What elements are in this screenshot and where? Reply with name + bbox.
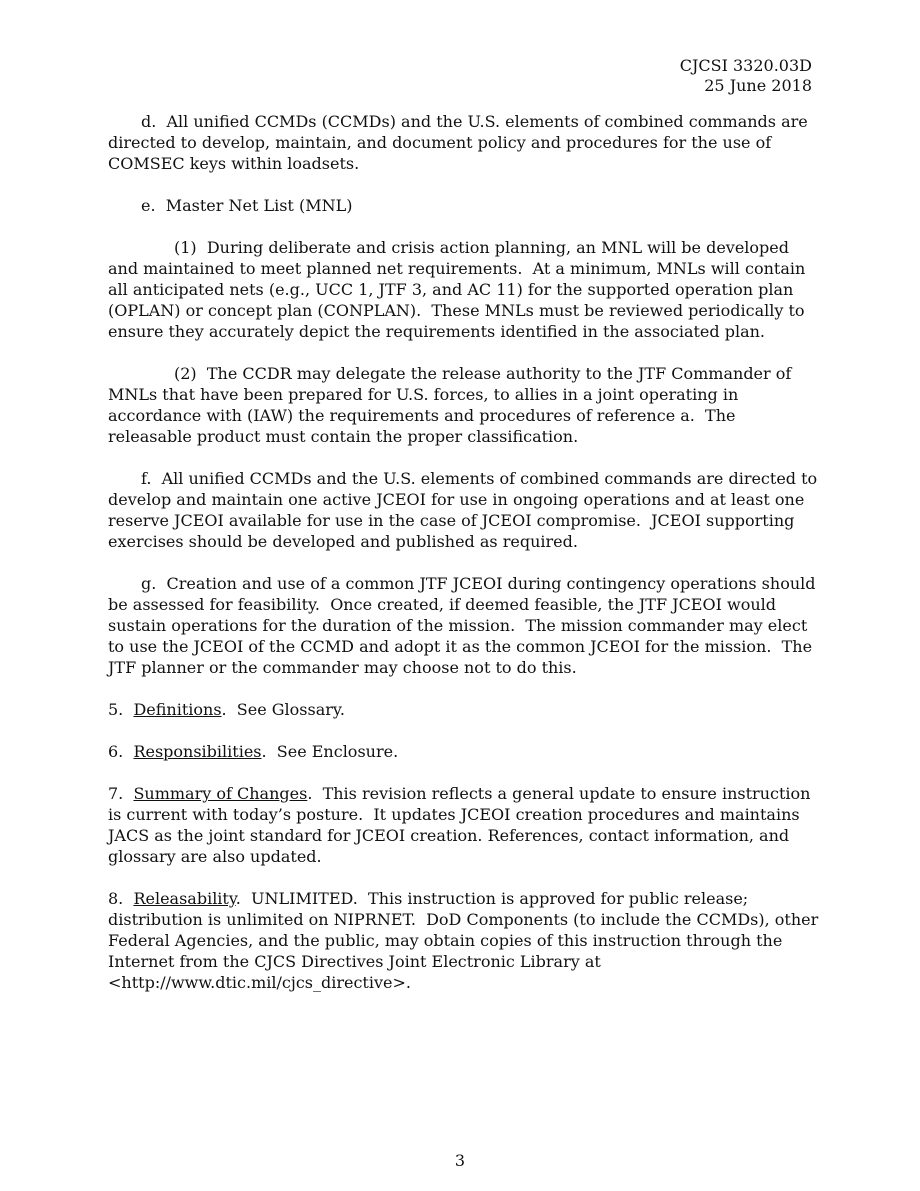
paragraph-d: d. All unified CCMDs (CCMDs) and the U.S. elements of combined commands are directed to develop, maintain, and document policy and procedures for the use of COMSEC keys within loadsets. xyxy=(108,112,813,173)
section-6-title: Responsibilities xyxy=(133,742,262,761)
section-6-responsibilities xyxy=(108,741,820,762)
section-5-number: 5. xyxy=(108,700,134,719)
paragraph-e: e. Master Net List (MNL) xyxy=(141,196,353,215)
section-7-text: . This revision reflects a general update to ensure instruction is current with today’s posture. It updates JCEOI creation procedures and maintains JACS as the joint standard for JCEOI creation. References, contact information, and glossary are also updated. xyxy=(108,784,816,866)
section-6-text: . See Enclosure. xyxy=(261,742,399,761)
section-7-title: Summary of Changes xyxy=(133,784,308,803)
section-7-summary-of-changes xyxy=(108,783,820,867)
section-8-number: 8. xyxy=(108,889,134,908)
section-6-number: 6. xyxy=(108,742,134,761)
section-8-title: Releasability xyxy=(133,889,236,908)
paragraph-f: f. All unified CCMDs and the U.S. elements of combined commands are directed to develop and maintain one active JCEOI for use in ongoing operations and at least one reserve JCEOI available for use in the case of JCEOI compromise. JCEOI supporting exercises should be developed and published as required. xyxy=(108,469,823,551)
document-date: 25 June 2018 xyxy=(704,76,812,95)
section-5-title: Definitions xyxy=(133,700,222,719)
section-5-definitions xyxy=(108,699,820,720)
document-body xyxy=(108,111,824,1014)
section-8-releasability xyxy=(108,888,824,993)
document-header xyxy=(680,56,812,96)
paragraph-g: g. Creation and use of a common JTF JCEOI during contingency operations should be assessed for feasibility. Once created, if deemed feasible, the JTF JCEOI would sustain operations for the duration of the mission. The mission commander may elect to use the JCEOI of the CCMD and adopt it as the common JCEOI for the mission. The JTF planner or the commander may choose not to do this. xyxy=(108,574,821,677)
paragraph-e2: (2) The CCDR may delegate the release authority to the JTF Commander of MNLs that have been prepared for U.S. forces, to allies in a joint operating in accordance with (IAW) the requirements and procedures of reference a. The releasable product must contain the proper classification. xyxy=(108,364,797,446)
document-id: CJCSI 3320.03D xyxy=(679,56,812,75)
section-8-text: . UNLIMITED. This instruction is approved for public release; distribution is unlimited on NIPRNET. DoD Components (to include the CCMDs), other Federal Agencies, and the public, may obtain copies of this instruction through the Internet from the CJCS Directives Joint Electronic Library at <http://www.dtic.mil/cjcs_directive>. xyxy=(108,889,824,992)
page-number: 3 xyxy=(454,1151,466,1170)
section-5-text: . See Glossary. xyxy=(221,700,345,719)
section-7-number: 7. xyxy=(108,784,134,803)
paragraph-e1: (1) During deliberate and crisis action planning, an MNL will be developed and maintained to meet planned net requirements. At a minimum, MNLs will contain all anticipated nets (e.g., UCC 1, JTF 3, and AC 11) for the supported operation plan (OPLAN) or concept plan (CONPLAN). These MNLs must be reviewed periodically to ensure they accurately depict the requirements identified in the associated plan. xyxy=(108,238,811,341)
